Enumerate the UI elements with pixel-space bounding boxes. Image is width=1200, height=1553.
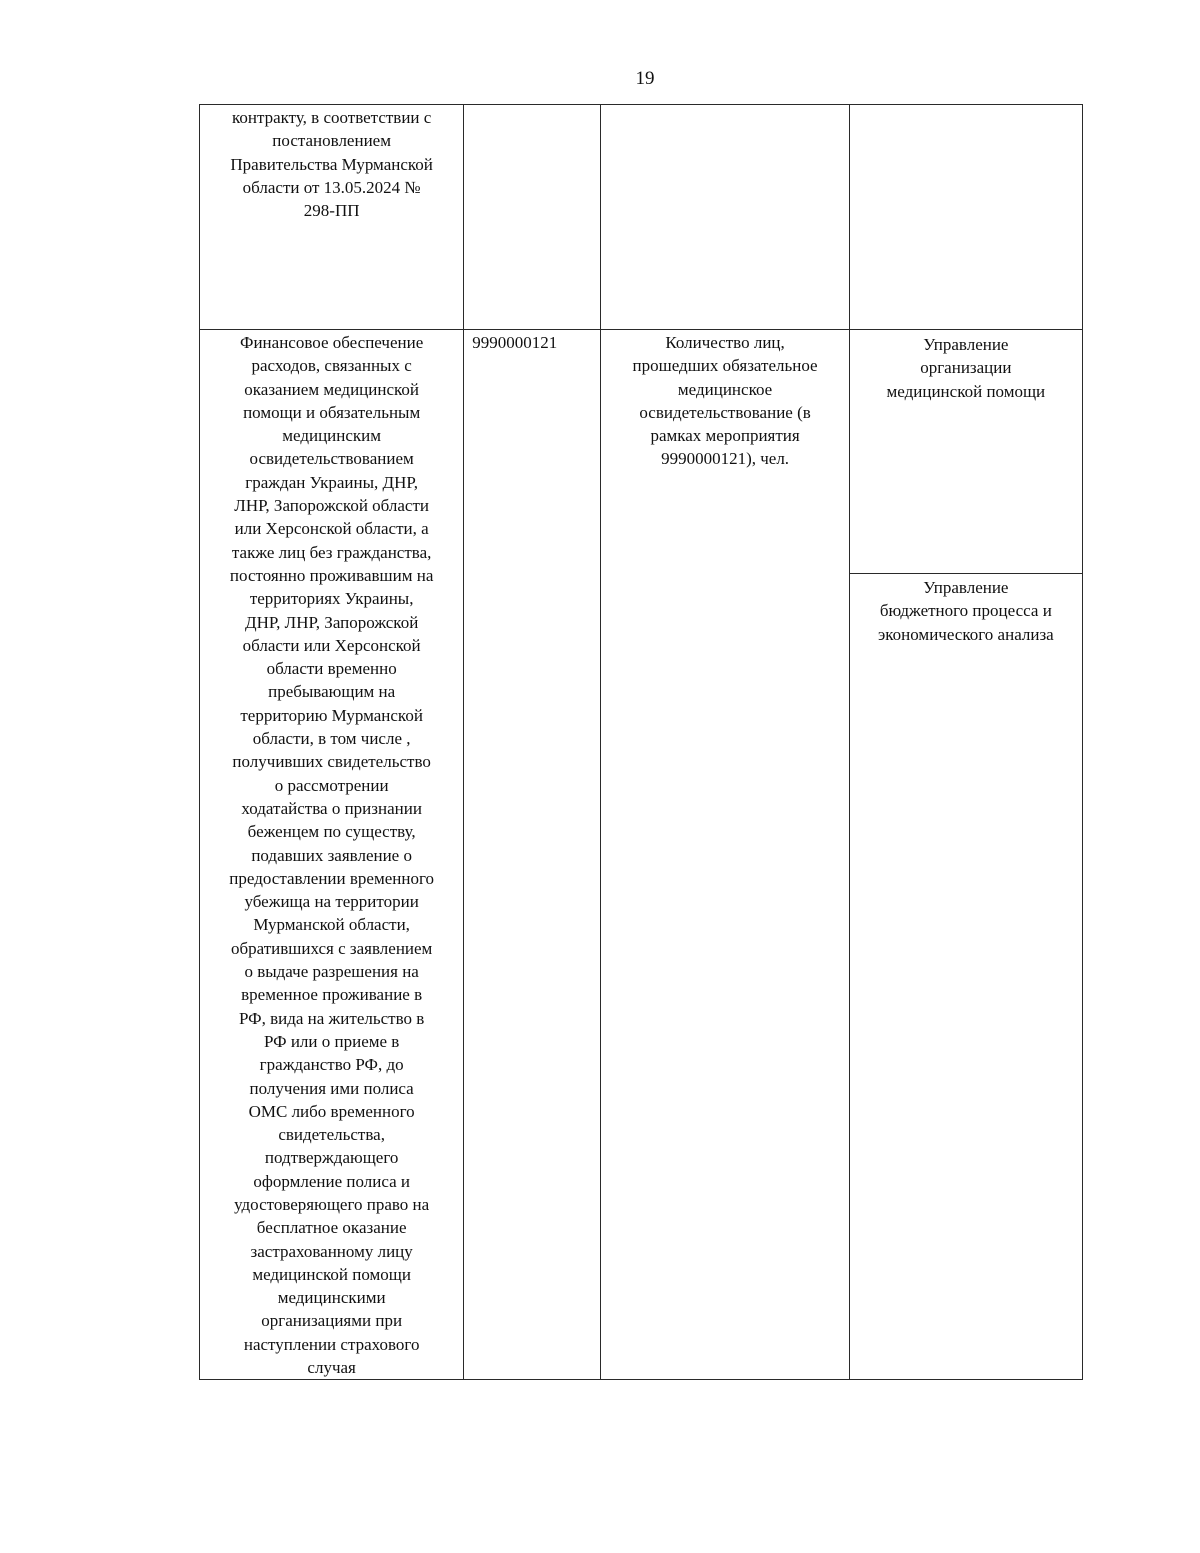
activity-name-text: Финансовое обеспечение расходов, связанных с оказанием медицинской помощи и обязательным медицинским освидетельствованием граждан Украины, ДНР, ЛНР, Запорожской области или Херсонской области, а также лиц без гражданства, постоянно проживавшим на территориях Украины, ДНР, ЛНР, Запорожской области или Херсонской области временно пребывающим на территорию Мурманской области, в том числе , получивших свидетельство о рассмотрении ходатайства о признании беженцем по существу, подавших заявление о предоставлении временного убежища на территории Мурманской области, обратившихся с заявлением о выдаче разрешения на временное проживание в РФ, вида на жительство в РФ или о приеме в гражданство РФ, до получения ими полиса ОМС либо временного свидетельства, подтверждающего оформление полиса и удостоверяющего право на бесплатное оказание застрахованному лицу медицинской помощи медицинскими организациями при наступлении страхового случая: [229, 333, 434, 1378]
page-number: 19: [635, 68, 655, 89]
table-cell-code: [464, 105, 601, 330]
indicator-text: Количество лиц, прошедших обязательное медицинское освидетельствование (в рамках мероприятия 9990000121), чел.: [632, 333, 818, 469]
table-cell-code: [464, 330, 601, 1380]
table-cell-indicator: [601, 105, 849, 330]
indicator-text: [601, 105, 848, 106]
table-cell-name: [200, 330, 464, 1380]
table-cell-department: [849, 105, 1082, 330]
department-text-primary: Управление организации медицинской помощи: [850, 330, 1082, 574]
budget-code-text: [464, 105, 600, 106]
table-cell-department: [849, 330, 1082, 1380]
activity-name-text: контракту, в соответствии с постановлением Правительства Мурманской области от 13.05.2024 № 298-ПП: [230, 108, 433, 221]
department-text-secondary: Управление бюджетного процесса и экономического анализа: [877, 578, 1054, 644]
table-row: [200, 330, 1083, 1380]
program-table: [199, 104, 1083, 1380]
table-cell-indicator: [601, 330, 849, 1380]
table-row: [200, 105, 1083, 330]
table-cell-name: [200, 105, 464, 330]
budget-code-text: 9990000121: [472, 333, 558, 352]
